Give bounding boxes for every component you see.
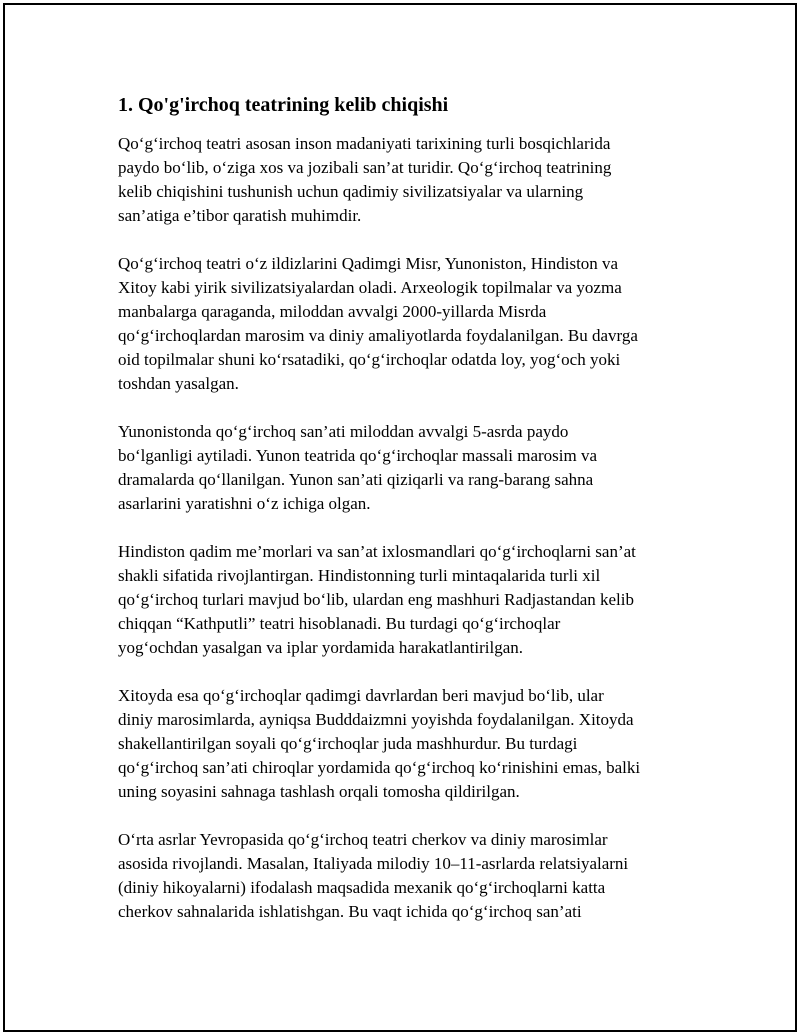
paragraph-line: O‘rta asrlar Yevropasida qo‘g‘irchoq teatri cherkov va diniy marosimlar <box>118 830 608 849</box>
paragraph-line: cherkov sahnalarida ishlatishgan. Bu vaqt ichida qo‘g‘irchoq san’ati <box>118 902 582 921</box>
paragraph-line: Xitoy kabi yirik sivilizatsiyalardan oladi. Arxeologik topilmalar va yozma <box>118 278 622 297</box>
paragraph-list <box>118 132 678 924</box>
paragraph <box>118 252 678 396</box>
paragraph-line: yog‘ochdan yasalgan va iplar yordamida harakatlantirilgan. <box>118 638 524 657</box>
paragraph-line: shakli sifatida rivojlantirgan. Hindistonning turli mintaqalarida turli xil <box>118 566 601 585</box>
section-heading: 1. Qo'g'irchoq teatrining kelib chiqishi <box>118 94 449 116</box>
paragraph-line: kelib chiqishini tushunish uchun qadimiy sivilizatsiyalar va ularning <box>118 182 584 201</box>
paragraph-line: Yunonistonda qo‘g‘irchoq san’ati miloddan avvalgi 5-asrda paydo <box>118 422 569 441</box>
paragraph <box>118 828 678 924</box>
paragraph <box>118 540 678 660</box>
paragraph-line: bo‘lganligi aytiladi. Yunon teatrida qo‘g‘irchoqlar massali marosim va <box>118 446 598 465</box>
paragraph-line: oid topilmalar shuni ko‘rsatadiki, qo‘g‘irchoqlar odatda loy, yog‘och yoki <box>118 350 621 369</box>
paragraph-line: asosida rivojlandi. Masalan, Italiyada milodiy 10–11-asrlarda relatsiyalarni <box>118 854 629 873</box>
paragraph <box>118 132 678 228</box>
paragraph-line: qo‘g‘irchoq turlari mavjud bo‘lib, ulardan eng mashhuri Radjastandan kelib <box>118 590 635 609</box>
paragraph-line: qo‘g‘irchoq san’ati chiroqlar yordamida qo‘g‘irchoq ko‘rinishini emas, balki <box>118 758 641 777</box>
paragraph-line: (diniy hikoyalarni) ifodalash maqsadida mexanik qo‘g‘irchoqlarni katta <box>118 878 606 897</box>
paragraph-line: diniy marosimlarda, ayniqsa Budddaizmni yoyishda foydalanilgan. Xitoyda <box>118 710 634 729</box>
paragraph-line: Qo‘g‘irchoq teatri asosan inson madaniyati tarixining turli bosqichlarida <box>118 134 611 153</box>
paragraph-line: uning soyasini sahnaga tashlash orqali tomosha qildirilgan. <box>118 782 520 801</box>
paragraph-line: manbalarga qaraganda, miloddan avvalgi 2000-yillarda Misrda <box>118 302 547 321</box>
paragraph-line: shakellantirilgan soyali qo‘g‘irchoqlar juda mashhurdur. Bu turdagi <box>118 734 578 753</box>
paragraph-line: Xitoyda esa qo‘g‘irchoqlar qadimgi davrlardan beri mavjud bo‘lib, ular <box>118 686 604 705</box>
paragraph-line: Hindiston qadim me’morlari va san’at ixlosmandlari qo‘g‘irchoqlarni san’at <box>118 542 636 561</box>
paragraph-line: san’atiga e’tibor qaratish muhimdir. <box>118 206 362 225</box>
document-body <box>118 92 678 948</box>
paragraph-line: qo‘g‘irchoqlardan marosim va diniy amaliyotlarda foydalanilgan. Bu davrga <box>118 326 638 345</box>
paragraph-line: chiqqan “Kathputli” teatri hisoblanadi. Bu turdagi qo‘g‘irchoqlar <box>118 614 561 633</box>
paragraph-line: toshdan yasalgan. <box>118 374 239 393</box>
paragraph <box>118 420 678 516</box>
paragraph-line: asarlarini yaratishni o‘z ichiga olgan. <box>118 494 371 513</box>
paragraph-line: paydo bo‘lib, o‘ziga xos va jozibali san’at turidir. Qo‘g‘irchoq teatrining <box>118 158 612 177</box>
paragraph-line: Qo‘g‘irchoq teatri o‘z ildizlarini Qadimgi Misr, Yunoniston, Hindiston va <box>118 254 619 273</box>
paragraph-line: dramalarda qo‘llanilgan. Yunon san’ati qiziqarli va rang-barang sahna <box>118 470 594 489</box>
paragraph <box>118 684 678 804</box>
